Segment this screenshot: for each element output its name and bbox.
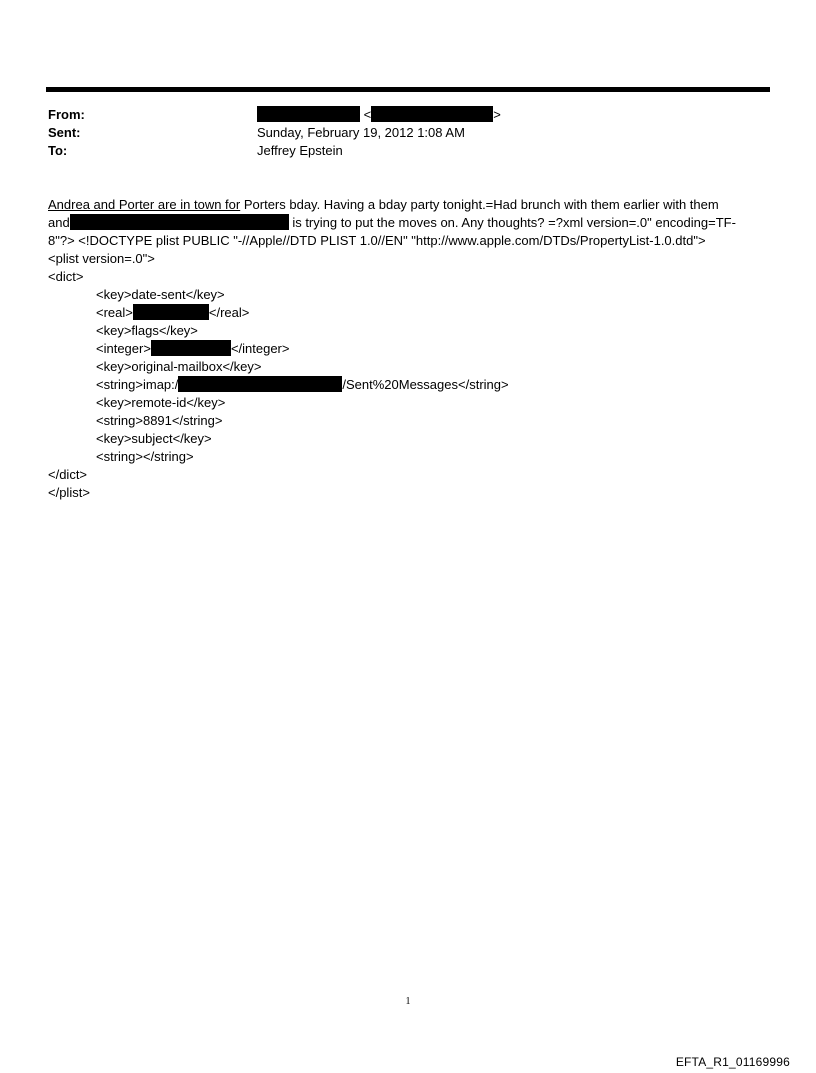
sent-label: Sent: bbox=[48, 125, 81, 140]
body-text: <real> bbox=[96, 305, 133, 320]
body-line bbox=[48, 196, 768, 214]
redaction-box bbox=[371, 106, 493, 122]
body-text: Porters bday. Having a bday party tonight.=Had brunch with them earlier with them bbox=[240, 197, 719, 212]
redaction-box bbox=[178, 376, 342, 392]
body-text: </integer> bbox=[230, 341, 290, 356]
redaction-box bbox=[133, 304, 209, 320]
body-line bbox=[48, 214, 768, 232]
body-line bbox=[48, 340, 768, 358]
redaction-box bbox=[151, 340, 231, 356]
body-line: <plist version=.0"> bbox=[48, 251, 155, 266]
body-text: /Sent%20Messages</string> bbox=[342, 377, 509, 392]
page-number: 1 bbox=[405, 996, 411, 1007]
body-line: <key>flags</key> bbox=[96, 323, 198, 338]
body-text: is trying to put the moves on. Any thoughts? =?xml version=.0" encoding=TF- bbox=[288, 215, 736, 230]
body-line: <dict> bbox=[48, 269, 84, 284]
body-line bbox=[48, 304, 768, 322]
body-line: 8"?> <!DOCTYPE plist PUBLIC "-//Apple//DTD PLIST 1.0//EN" "http://www.apple.com/DTDs/PropertyList-1.0.dtd"> bbox=[48, 233, 706, 248]
message-body bbox=[48, 196, 768, 502]
body-text: and bbox=[48, 215, 70, 230]
from-close-bracket: > bbox=[493, 107, 501, 122]
sent-value: Sunday, February 19, 2012 1:08 AM bbox=[257, 125, 465, 140]
body-line: <key>original-mailbox</key> bbox=[96, 359, 262, 374]
to-value: Jeffrey Epstein bbox=[257, 143, 343, 158]
body-line: </dict> bbox=[48, 467, 88, 482]
body-underlined-text: Andrea and Porter are in town for bbox=[48, 197, 241, 212]
body-line bbox=[48, 376, 768, 394]
body-text: <string>imap:/ bbox=[96, 377, 179, 392]
from-open-bracket: < bbox=[363, 107, 372, 122]
bates-number: EFTA_R1_01169996 bbox=[675, 1055, 790, 1069]
redaction-box bbox=[70, 214, 289, 230]
to-label: To: bbox=[48, 143, 68, 158]
redaction-box bbox=[257, 106, 360, 122]
body-line: </plist> bbox=[48, 485, 90, 500]
body-text: </real> bbox=[208, 305, 250, 320]
body-line: <string></string> bbox=[96, 449, 194, 464]
body-line: <key>date-sent</key> bbox=[96, 287, 225, 302]
body-text: <integer> bbox=[96, 341, 151, 356]
body-line: <key>remote-id</key> bbox=[96, 395, 226, 410]
body-line: <key>subject</key> bbox=[96, 431, 212, 446]
from-label: From: bbox=[48, 107, 85, 122]
body-line: <string>8891</string> bbox=[96, 413, 223, 428]
from-value bbox=[257, 106, 501, 124]
header-rule bbox=[46, 87, 770, 92]
